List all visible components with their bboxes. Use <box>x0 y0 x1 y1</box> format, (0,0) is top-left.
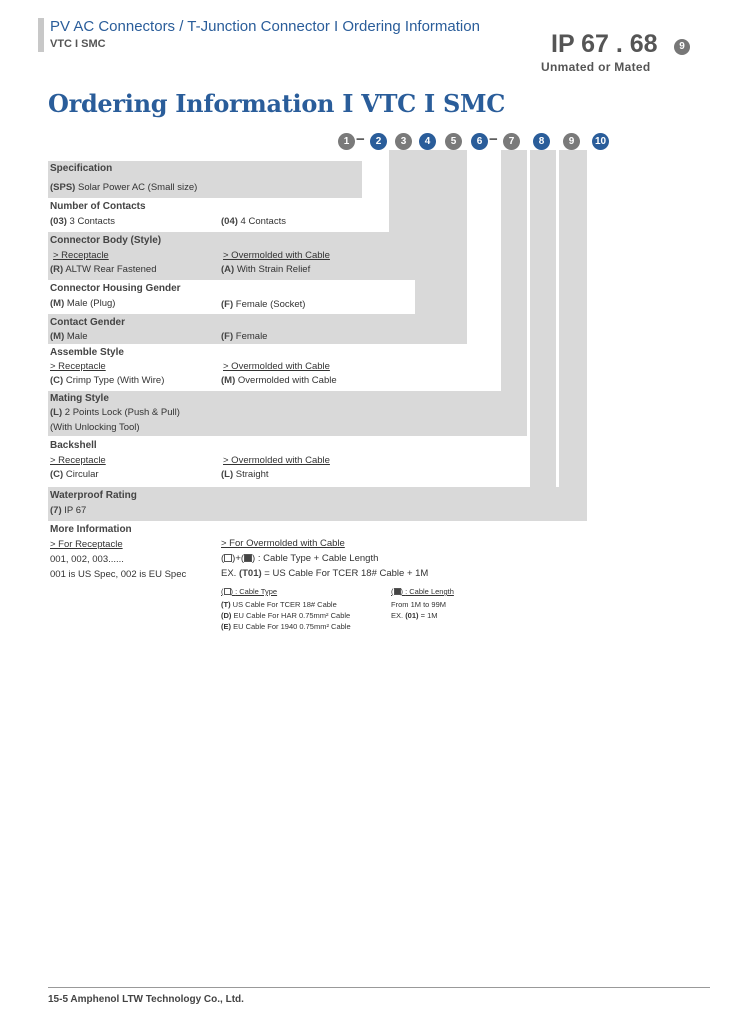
page-title: Ordering Information I VTC I SMC <box>48 89 506 118</box>
band-backshell-col <box>530 150 556 487</box>
position-badge-1: 1 <box>338 133 355 150</box>
assemble-option-m: (M) Overmolded with Cable <box>221 375 337 386</box>
backshell-overmolded-label: > Overmolded with Cable <box>223 455 330 466</box>
band-housing-col <box>415 150 441 314</box>
body-overmolded-label: > Overmolded with Cable <box>223 250 330 261</box>
band-waterproof-col <box>559 150 587 487</box>
body-option-a: (A) With Strain Relief <box>221 264 311 275</box>
position-badge-6: 6 <box>471 133 488 150</box>
body-heading: Connector Body (Style) <box>50 235 162 246</box>
cable-type-label: ( ) : Cable Type <box>221 587 278 596</box>
band-mating-col <box>501 150 527 391</box>
ip-rating-subtitle: Unmated or Mated <box>541 60 651 74</box>
position-badge-2: 2 <box>370 133 387 150</box>
mating-heading: Mating Style <box>50 393 109 404</box>
header-title: PV AC Connectors / T-Junction Connector I Ordering Information <box>50 18 480 35</box>
position-badge-3: 3 <box>395 133 412 150</box>
position-badge-9: 9 <box>563 133 580 150</box>
more-overmolded-example: EX. (T01) = US Cable For TCER 18# Cable + 1M <box>221 568 429 579</box>
cable-length-box-icon <box>394 588 401 595</box>
cable-type-box-icon <box>224 588 231 595</box>
contacts-option-4: (04) 4 Contacts <box>221 216 286 227</box>
band-body-col <box>389 198 415 232</box>
backshell-receptacle-label: > Receptacle <box>50 455 106 466</box>
assemble-option-c: (C) Crimp Type (With Wire) <box>50 375 165 386</box>
backshell-heading: Backshell <box>50 440 97 451</box>
position-dash: − <box>356 131 365 148</box>
assemble-overmolded-label: > Overmolded with Cable <box>223 361 330 372</box>
mating-option-l-note: (With Unlocking Tool) <box>50 422 140 433</box>
more-receptacle-spec-note: 001 is US Spec, 002 is EU Spec <box>50 569 187 580</box>
cable-length-label: ( ) : Cable Length <box>391 587 454 596</box>
contacts-option-3: (03) 3 Contacts <box>50 216 115 227</box>
cable-length-box-icon <box>244 554 252 562</box>
band-contacts-col <box>389 150 415 198</box>
specification-heading: Specification <box>50 163 113 174</box>
more-info-heading: More Information <box>50 524 132 535</box>
position-dash: − <box>489 131 498 148</box>
position-badge-4: 4 <box>419 133 436 150</box>
contact-gender-heading: Contact Gender <box>50 317 126 328</box>
housing-option-m: (M) Male (Plug) <box>50 298 116 309</box>
body-option-r: (R) ALTW Rear Fastened <box>50 264 157 275</box>
ip-rating-badge: 9 <box>674 39 690 55</box>
cable-type-d: (D) EU Cable For HAR 0.75mm² Cable <box>221 611 351 620</box>
contact-gender-option-f: (F) Female <box>221 331 268 342</box>
band-gender-col <box>441 150 467 314</box>
contacts-heading: Number of Contacts <box>50 201 146 212</box>
more-overmolded-label: > For Overmolded with Cable <box>221 538 345 549</box>
more-receptacle-label: > For Receptacle <box>50 539 123 550</box>
specification-option: (SPS) Solar Power AC (Small size) <box>50 182 198 193</box>
header-accent-bar <box>38 18 44 52</box>
housing-heading: Connector Housing Gender <box>50 283 181 294</box>
assemble-heading: Assemble Style <box>50 347 124 358</box>
waterproof-option-7: (7) IP 67 <box>50 505 87 516</box>
cable-length-range: From 1M to 99M <box>391 600 447 609</box>
cable-type-t: (T) US Cable For TCER 18# Cable <box>221 600 337 609</box>
cable-type-e: (E) EU Cable For 1940 0.75mm² Cable <box>221 622 351 631</box>
body-receptacle-label: > Receptacle <box>53 250 109 261</box>
position-badge-5: 5 <box>445 133 462 150</box>
ip-rating: IP 67 . 68 <box>551 30 658 58</box>
cable-type-box-icon <box>224 554 232 562</box>
contact-gender-option-m: (M) Male <box>50 331 88 342</box>
mating-option-l: (L) 2 Points Lock (Push & Pull) <box>50 407 180 418</box>
footer-text: 15-5 Amphenol LTW Technology Co., Ltd. <box>48 994 244 1005</box>
more-overmolded-format: ( )+( ) : Cable Type + Cable Length <box>221 553 379 564</box>
position-badge-8: 8 <box>533 133 550 150</box>
position-badge-10: 10 <box>592 133 609 150</box>
more-receptacle-codes: 001, 002, 003...... <box>50 554 124 565</box>
waterproof-heading: Waterproof Rating <box>50 490 137 501</box>
backshell-option-c: (C) Circular <box>50 469 99 480</box>
header-subtitle: VTC I SMC <box>50 38 106 50</box>
position-badge-7: 7 <box>503 133 520 150</box>
housing-option-f: (F) Female (Socket) <box>221 299 306 310</box>
cable-length-example: EX. (01) = 1M <box>391 611 438 620</box>
backshell-option-l: (L) Straight <box>221 469 269 480</box>
assemble-receptacle-label: > Receptacle <box>50 361 106 372</box>
footer-divider <box>48 987 710 988</box>
